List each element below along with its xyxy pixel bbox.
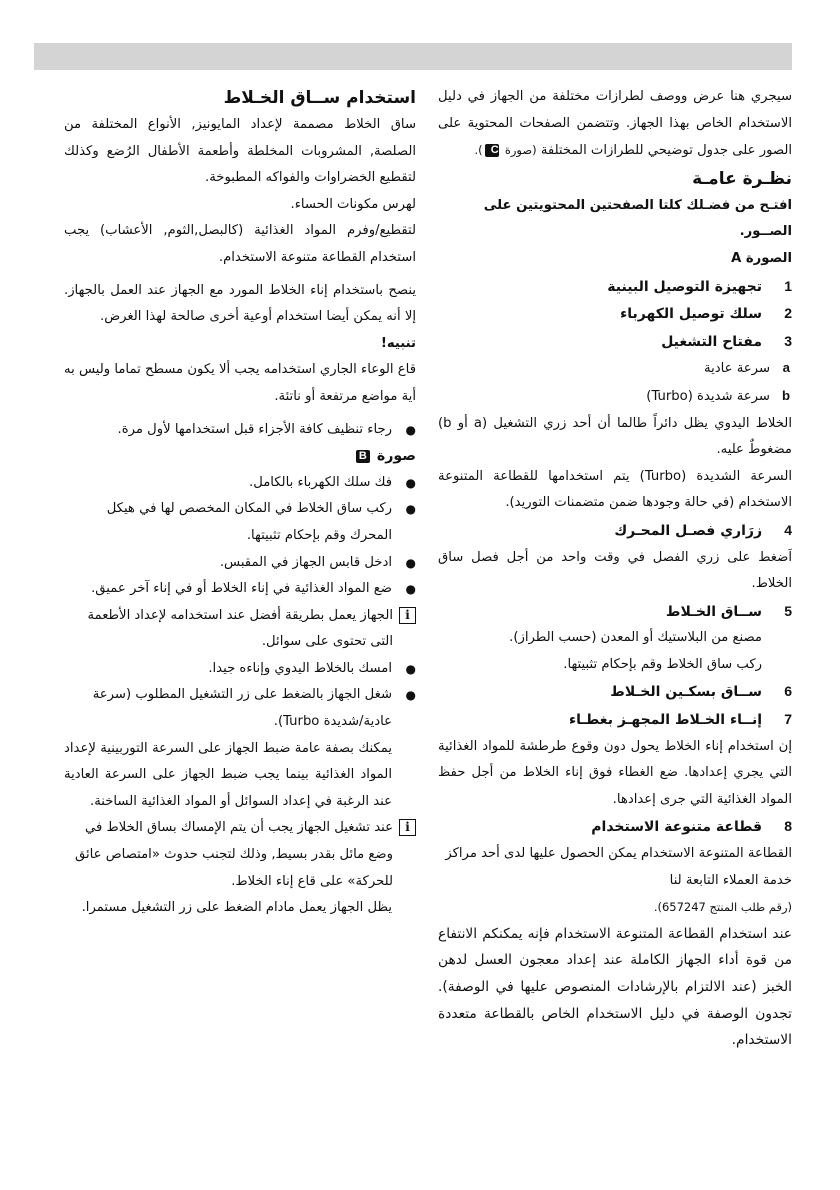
figure-b-label [64, 443, 416, 470]
step-text: امسك بالخلاط اليدوي وإناءه جيدا. [208, 660, 392, 676]
overview-title: نظـرة عامـة [692, 168, 792, 189]
figure-a-label: الصورة A [731, 250, 792, 266]
bullet-icon: ● [405, 582, 416, 597]
part-item-3 [438, 328, 792, 356]
page-header-bar [34, 43, 792, 70]
part-title: ســاق بسكـين الخـلاط [610, 684, 762, 701]
part-title: تجهيزة التوصيل البينية [607, 278, 762, 295]
step-text: شغل الجهاز بالضغط على زر التشغيل المطلوب (سرعة عادية/شديدة Turbo). [92, 687, 392, 730]
step-text: ادخل قابس الجهاز في المقبس. [219, 554, 392, 570]
info-text: عند تشغيل الجهاز يجب أن يتم الإمساك بساق الخلاط في وضع مائل بقدر بسيط, وذلك لتجنب حدوث «امتصاص عائق للحركة» على قاع إناء الخلاط. [74, 820, 393, 889]
figure-c-badge: C [485, 144, 499, 157]
bullet-icon: ● [405, 555, 416, 570]
part-number: 2 [784, 305, 792, 322]
part-title: قطاعة متنوعة الاستخدام [591, 819, 762, 836]
part-4-description: اَضغط على زري الفصل في وقت واحد من أجل فصل ساق الخلاط. [438, 549, 792, 592]
bullet-text: رجاء تنظيف كافة الأجزاء قبل استخدامها لأول مرة. [117, 421, 392, 437]
step-6 [64, 682, 416, 735]
usage-paragraph-2: لهرس مكونات الحساء. [290, 196, 416, 212]
final-note: يظل الجهاز يعمل مادام الضغط على زر التشغيل مستمرا. [81, 900, 392, 916]
step-5 [64, 656, 416, 683]
part-title: إنــاء الخـلاط المجهـز بغطـاء [568, 712, 762, 729]
step-text: ضع المواد الغذائية في إناء الخلاط أو في إناء آخر عميق. [91, 581, 392, 597]
info-note-liquids [64, 603, 416, 656]
part-7-description: إن استخدام إناء الخلاط يحول دون وقوع طرطشة للمواد الغذائية التي يجري إعدادها. ضع الغطاء فوق إناء الخلاط من أجل حفظ المواد الغذائية التي جرى إعدادها. [438, 738, 792, 807]
step-2 [64, 496, 416, 549]
part-number: 4 [784, 521, 792, 538]
part-number: 6 [784, 683, 792, 700]
part-item-6 [438, 678, 792, 706]
part-item-2 [438, 300, 792, 328]
step-4 [64, 576, 416, 603]
turbo-note: السرعة الشديدة (Turbo) يتم استخدامها للقطاعة المتنوعة الاستخدام (في حالة وجودها ضمن متضمنات التوريد). [438, 468, 793, 511]
left-column [64, 84, 416, 922]
switch-note: الخلاط اليدوي يظل دائراً طالما أن أحد زري التشغيل (a أو b) مضغوطٌ عليه. [438, 415, 792, 458]
part-item-5 [438, 598, 792, 626]
bullet-icon: ● [405, 688, 416, 703]
part-number: 8 [784, 818, 792, 835]
info-icon: i [399, 819, 416, 836]
product-order-number: (رقم طلب المنتج 657247). [653, 900, 792, 915]
usage-paragraph-3: لتقطيع/وفرم المواد الغذائية (كالبصل,الثوم, الأعشاب) يجب استخدام القطاعة متنوعة الاستخدام. [64, 223, 416, 265]
part-8-description-2: عند استخدام القطاعة المتنوعة الاستخدام فإنه يمكنكم الانتفاع من قوة أداء الجهاز الكاملة عند إعداد معجون العسل لدهن الخبز (عند الالتزام بالإرشادات المنصوص عليها في الوصفة). تجدون الوصفة في دليل الاستخدام الخاص بالقطاعة متعددة الاستخدام. [438, 925, 792, 1049]
usage-paragraph-1: ساق الخلاط مصممة لإعداد المايونيز, الأنواع المختلفة من الصلصة, المشروبات المخلطة وأطعمة الأطفال الرُضع وكذلك لتقطيع الخضراوات والفواكه المطبوخة. [64, 117, 416, 186]
bullet-icon: ● [405, 661, 416, 676]
part-title: مفتاح التشغيل [661, 333, 762, 350]
option-letter: a [782, 360, 790, 376]
option-letter: b [781, 387, 790, 403]
part-title: ســاق الخـلاط [665, 603, 762, 620]
bullet-icon: ● [405, 475, 416, 490]
info-note-angle [64, 815, 416, 895]
intro-paragraph [438, 84, 792, 165]
speed-note: يمكنك بصفة عامة ضبط الجهاز على السرعة التوربينية لإعداد المواد الغذائية بينما يجب ضبط الجهاز على السرعة العادية عند الرغبة في إعداد السوائل أو المواد الغذائية الساخنة. [64, 740, 392, 809]
section-title-using-blender: استخدام ســاق الخـلاط [223, 88, 416, 108]
warning-text: قاع الوعاء الجاري استخدامه يجب ألا يكون مسطح تماما وليس به أية مواضع مرتفعة أو ناتئة. [64, 362, 416, 404]
part-item-7 [438, 706, 792, 734]
intro-text: سيجري هنا عرض ووصف لطرازات مختلفة من الجهاز في دليل الاستخدام الخاص بهذا الجهاز. وتتضمن الصفحات المحتوية على الصور على جدول توضيحي للطرازات المختلفة [438, 89, 792, 159]
overview-instruction: افتـح من فضـلك كلتا الصفحتين المحتويتين على الصــور. [483, 197, 792, 240]
right-column [438, 84, 792, 1054]
part-item-8 [438, 813, 792, 841]
part-5-description-2: ركب ساق الخلاط وقم بإحكام تثبيتها. [563, 656, 762, 672]
part-item-1 [438, 273, 792, 301]
part-number: 3 [784, 332, 792, 349]
step-text: فك سلك الكهرباء بالكامل. [249, 474, 392, 490]
warning-title: تنبيه! [380, 335, 416, 351]
part-item-4 [438, 517, 792, 545]
step-3 [64, 550, 416, 577]
figure-b-prefix: صورة [376, 448, 416, 465]
figure-c-ref-suffix: ). [474, 143, 483, 158]
figure-b-badge: B [356, 450, 370, 463]
bullet-icon: ● [405, 422, 416, 437]
option-label: سرعة عادية [704, 361, 770, 377]
info-icon: i [399, 607, 416, 624]
part-title: سلك توصيل الكهرباء [620, 306, 762, 323]
bullet-icon: ● [405, 502, 416, 517]
bullet-clean-parts [64, 417, 416, 444]
part-number: 7 [784, 711, 792, 728]
part-title: زرَاري فصـل المحـرك [614, 522, 762, 539]
part-number: 1 [784, 277, 792, 294]
part-number: 5 [784, 602, 792, 619]
switch-option-b [438, 383, 792, 411]
part-5-description-1: مصنع من البلاستيك أو المعدن (حسب الطراز). [509, 630, 762, 646]
usage-paragraph-4: ينصح باستخدام إناء الخلاط المورد مع الجهاز عند العمل بالجهاز. إلا أنه يمكن أيضا استخدام أوعية أخرى صالحة لهذا الغرض. [64, 282, 416, 325]
step-1 [64, 470, 416, 497]
part-8-description-1: القطاعة المتنوعة الاستخدام يمكن الحصول عليها لدى أحد مراكز خدمة العملاء التابعة لنا [445, 846, 792, 888]
option-label: سرعة شديدة (Turbo) [646, 388, 770, 404]
figure-c-ref-prefix: (صورة [504, 143, 537, 158]
switch-option-a [438, 355, 792, 383]
info-text: الجهاز يعمل بطريقة أفضل عند استخدامه لإعداد الأطعمة التى تحتوى على سوائل. [87, 607, 393, 650]
step-text: ركب ساق الخلاط في المكان المخصص لها في هيكل المحرك وقم بإحكام تثبيتها. [106, 501, 392, 543]
